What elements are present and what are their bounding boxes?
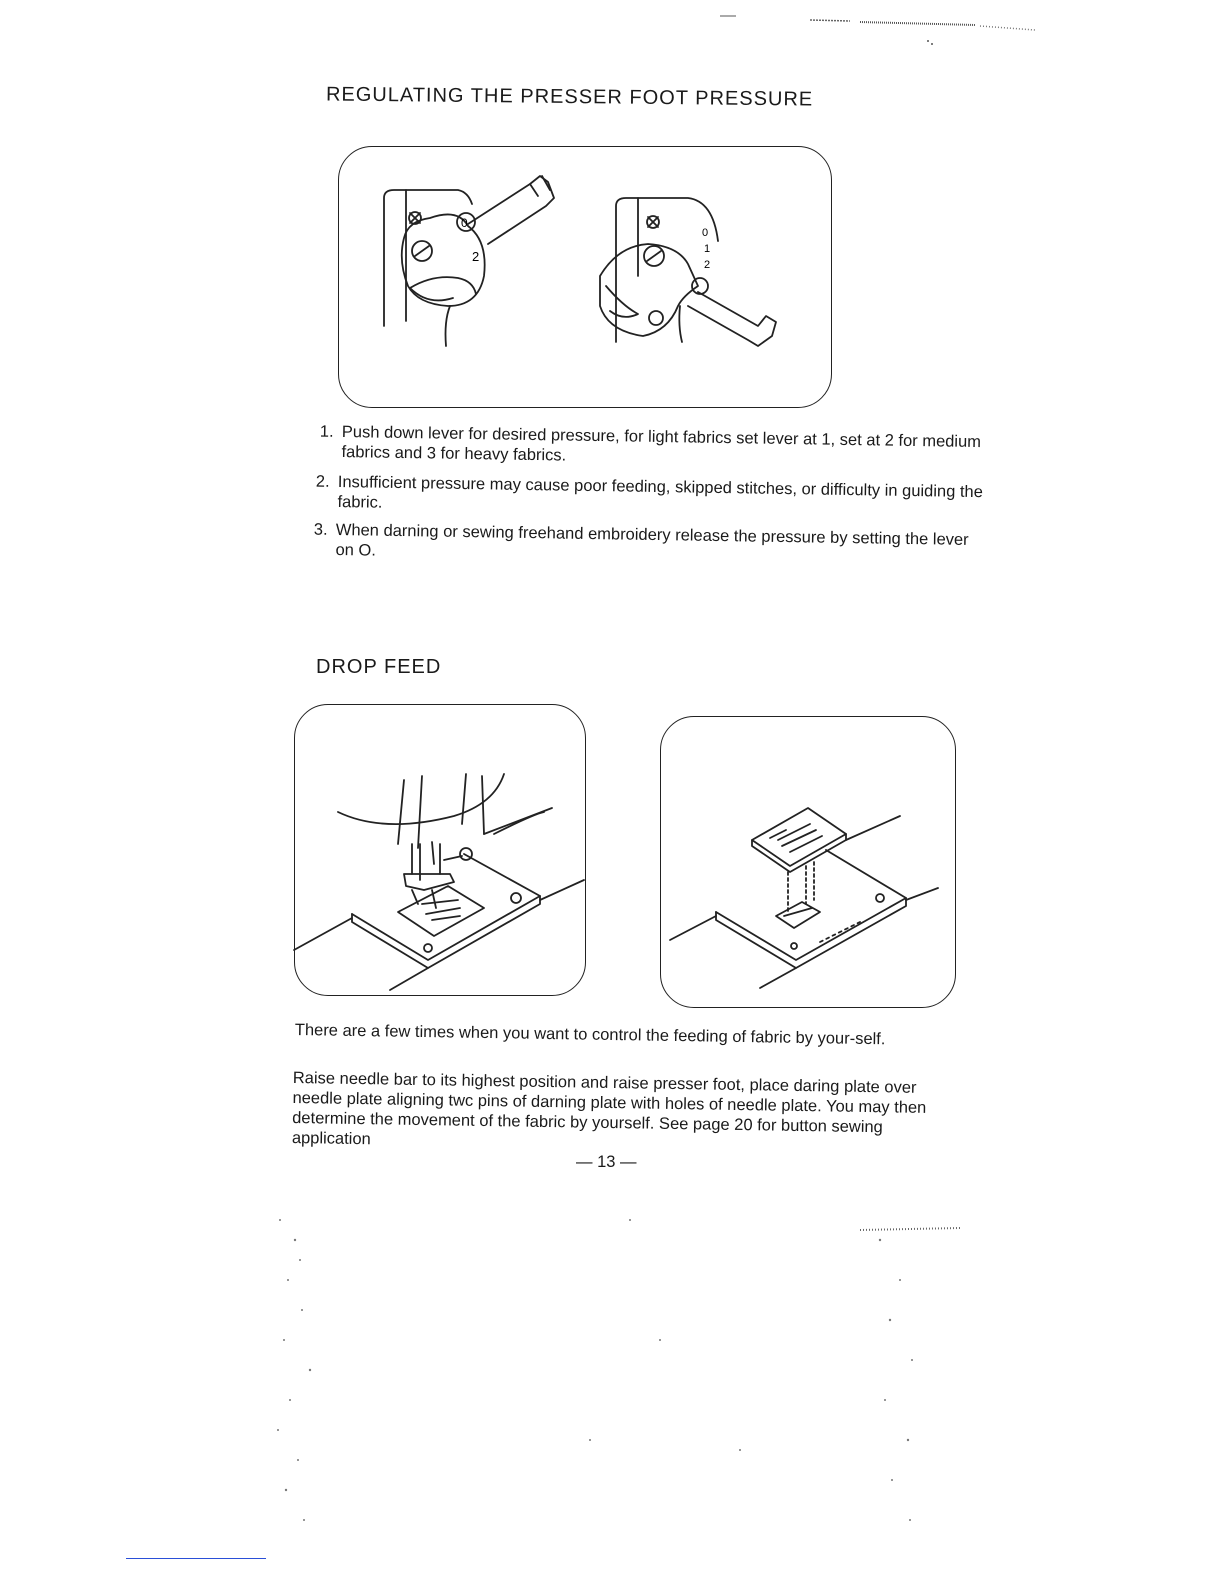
- dial-label: 2: [704, 259, 711, 271]
- step-2: [315, 472, 988, 522]
- step-text: Push down lever for desired pressure, for light fabrics set lever at 1, set at 2 for medium fabrics and 3 for heavy fabrics.: [341, 422, 982, 465]
- page-number: — 13 —: [576, 1153, 637, 1171]
- lever-number: 2: [472, 249, 480, 264]
- scan-noise-bottom: [240, 1200, 1000, 1560]
- link-underline: [126, 1558, 266, 1559]
- step-1: [319, 422, 992, 472]
- lever-number: 0: [461, 216, 468, 230]
- darning-plate-illustration: [660, 716, 954, 1006]
- dial-label: 1: [704, 243, 711, 255]
- step-number: 1.: [319, 422, 334, 441]
- step-text: When darning or sewing freehand embroidery release the pressure by setting the lever on O.: [335, 520, 969, 560]
- step-text: Insufficient pressure may cause poor feeding, skipped stitches, or difficulty in guiding the fabric.: [337, 472, 983, 512]
- drop-feed-paragraph-2: Raise needle bar to its highest position and raise presser foot, place daring plate over needle plate aligning twc pins of darning plate with holes of needle plate. You may then determine the movement of the fabric by yourself. See page 20 for button sewing application: [291, 1068, 927, 1149]
- step-number: 3.: [313, 520, 328, 539]
- scan-noise-top: [700, 8, 1060, 48]
- section-title-drop-feed: DROP FEED: [316, 656, 442, 678]
- needle-plate-machine-illustration: [294, 704, 584, 994]
- step-number: 2.: [315, 472, 330, 491]
- step-3: [313, 520, 986, 570]
- presser-lever-illustration: [338, 146, 830, 406]
- page-title: REGULATING THE PRESSER FOOT PRESSURE: [325, 83, 814, 111]
- drop-feed-paragraph-1: There are a few times when you want to control the feeding of fabric by your-self.: [294, 1020, 886, 1049]
- dial-label: 0: [702, 227, 709, 239]
